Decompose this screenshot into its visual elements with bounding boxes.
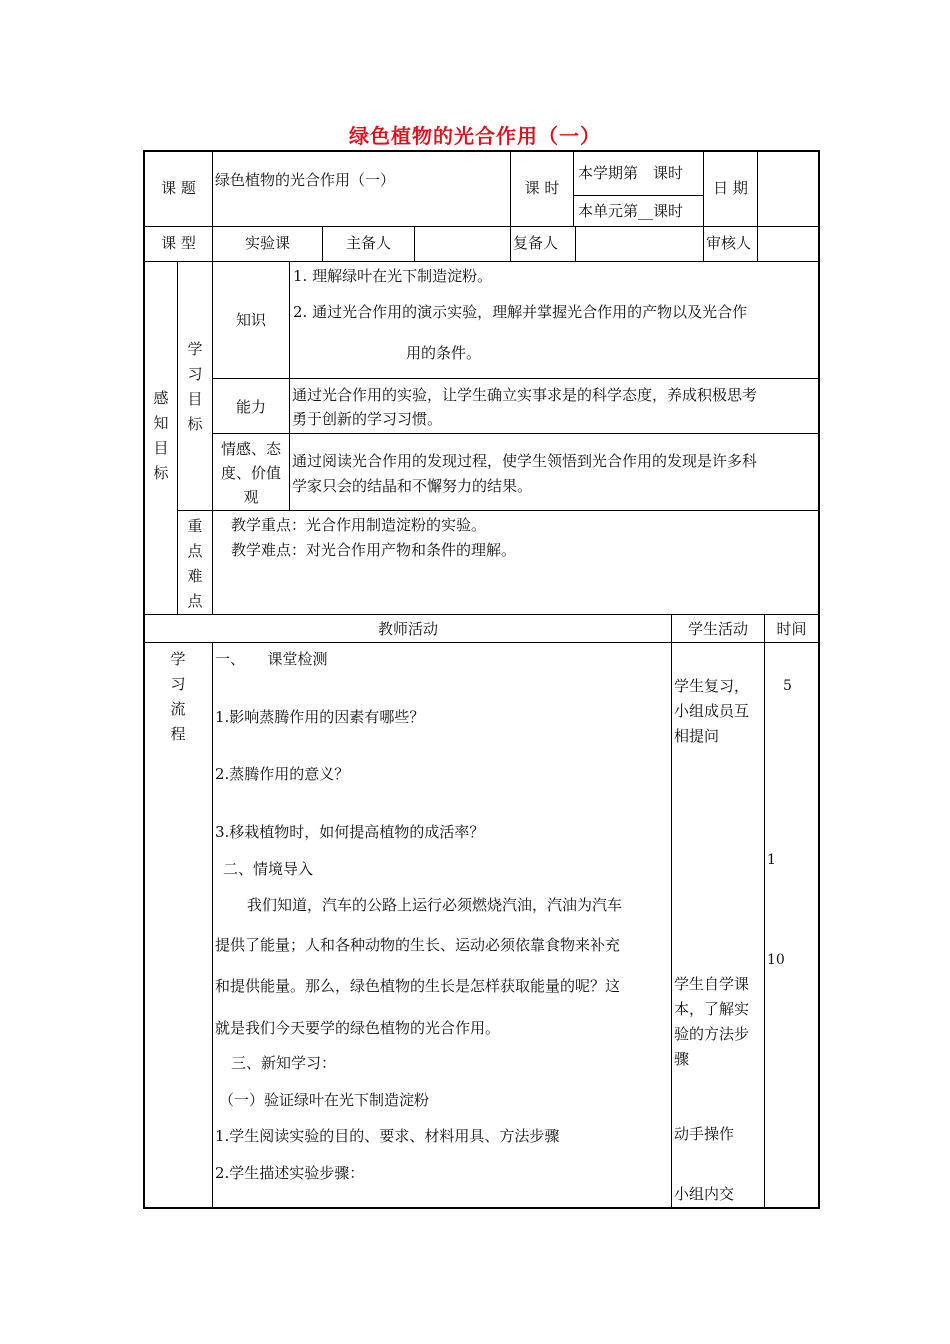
ability-text-line-2: 勇于创新的学习习惯。 <box>292 410 443 428</box>
time-value: 5 <box>783 678 792 694</box>
knowledge-label: 知识 <box>235 311 266 329</box>
teacher-line: 1.影响蒸腾作用的因素有哪些？ <box>215 708 425 726</box>
type-value: 实验课 <box>244 234 290 252</box>
emotion-text-line-2: 学家只会的结晶和不懈努力的结果。 <box>292 477 533 495</box>
period-term: 本学期第 课时 <box>578 164 684 182</box>
perception-goals-label: 感知目标 <box>153 389 169 482</box>
teacher-line: 和提供能量。那么，绿色植物的生长是怎样获取能量的呢？这 <box>215 977 621 995</box>
teacher-line: 二、情境导入 <box>223 860 314 878</box>
co-prep-label: 复备人 <box>513 234 559 252</box>
ability-text-line-1: 通过光合作用的实验，让学生确立实事求是的科学态度，养成积极思考 <box>292 386 758 404</box>
period-unit: 本单元第__课时 <box>578 202 684 220</box>
key-point: 教学重点：光合作用制造淀粉的实验。 <box>231 516 487 534</box>
teacher-line: 提供了能量；人和各种动物的生长、运动必须依靠食物来补充 <box>215 936 621 954</box>
time-value: 1 <box>767 852 776 868</box>
teacher-activity-header: 教师活动 <box>377 620 438 638</box>
student-line: 相提问 <box>674 727 720 745</box>
learning-goals-label: 学习目标 <box>187 340 203 433</box>
teacher-line: 3.移栽植物时，如何提高植物的成活率？ <box>215 823 485 841</box>
teacher-line: 2.学生描述实验步骤： <box>215 1164 365 1182</box>
emotion-label-line-1: 情感、态 <box>220 440 281 458</box>
teacher-line: （一）验证绿叶在光下制造淀粉 <box>219 1091 430 1109</box>
student-activity-header: 学生活动 <box>687 620 748 638</box>
teacher-line: 2.蒸腾作用的意义？ <box>215 765 350 783</box>
teacher-line: 三、新知学习： <box>231 1054 337 1072</box>
knowledge-item-2: 2. 通过光合作用的演示实验，理解并掌握光合作用的产物以及光合作 <box>293 303 748 321</box>
emotion-label-line-2: 度、价值 <box>220 464 281 482</box>
student-line: 验的方法步 <box>674 1025 750 1043</box>
learning-process-label: 学习流程 <box>170 650 186 743</box>
reviewer-label: 审核人 <box>706 234 752 252</box>
main-prep-label: 主备人 <box>345 234 391 252</box>
emotion-text-line-1: 通过阅读光合作用的发现过程，使学生领悟到光合作用的发现是许多科 <box>292 452 758 470</box>
difficulty: 教学难点：对光合作用产物和条件的理解。 <box>231 541 517 559</box>
date-label: 日 期 <box>713 179 748 197</box>
time-header: 时间 <box>776 620 807 638</box>
student-line: 小组内交 <box>674 1185 735 1203</box>
student-line: 骤 <box>674 1050 690 1068</box>
topic-label: 课 题 <box>161 179 196 197</box>
document-title: 绿色植物的光合作用（一） <box>349 124 601 148</box>
period-label: 课 时 <box>524 179 560 197</box>
time-value: 10 <box>767 952 785 968</box>
teacher-line: 一、 课堂检测 <box>215 650 328 668</box>
teacher-line: 1.学生阅读实验的目的、要求、材料用具、方法步骤 <box>215 1127 560 1145</box>
teacher-line: 我们知道，汽车的公路上运行必须燃烧汽油，汽油为汽车 <box>247 896 623 914</box>
knowledge-item-1: 1. 理解绿叶在光下制造淀粉。 <box>293 267 493 285</box>
key-difficulty-label: 重点难点 <box>187 517 203 610</box>
student-line: 学生复习， <box>674 677 750 695</box>
student-line: 学生自学课 <box>674 975 750 993</box>
teacher-line: 就是我们今天要学的绿色植物的光合作用。 <box>215 1019 501 1037</box>
topic-value: 绿色植物的光合作用（一） <box>215 171 396 189</box>
type-label: 课 型 <box>161 234 196 252</box>
ability-label: 能力 <box>235 398 266 416</box>
emotion-label-line-3: 观 <box>243 488 259 506</box>
student-line: 小组成员互 <box>674 702 750 720</box>
knowledge-item-2-cont: 用的条件。 <box>406 344 482 362</box>
student-line: 动手操作 <box>674 1125 735 1143</box>
student-line: 本，了解实 <box>674 1000 750 1018</box>
